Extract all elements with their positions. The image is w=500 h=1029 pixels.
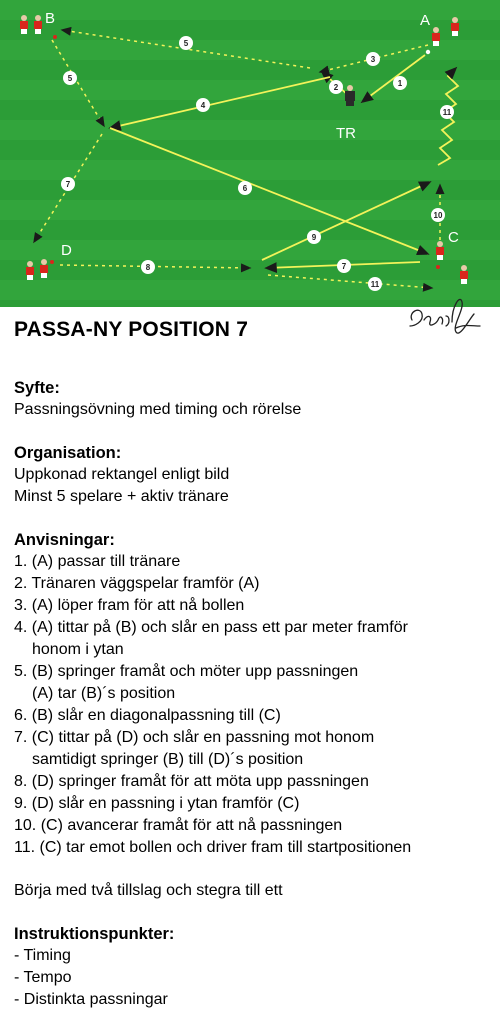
svg-text:5: 5 <box>183 39 189 48</box>
drill-diagram <box>0 0 500 307</box>
badge-11a <box>440 105 454 119</box>
page-title: PASSA-NY POSITION 7 <box>14 318 249 341</box>
svg-text:1: 1 <box>397 79 403 88</box>
anvisning-item: 1. (A) passar till tränare <box>14 553 181 570</box>
ball-c <box>436 265 440 269</box>
anvisning-item: 11. (C) tar emot bollen och driver fram till startpositionen <box>14 839 412 856</box>
instruktion-item: - Timing <box>14 947 71 964</box>
badge-6 <box>238 181 252 195</box>
description <box>14 318 494 1011</box>
player-d2 <box>40 259 48 278</box>
anvisning-item: 8. (D) springer framåt för att möta upp passningen <box>14 773 369 790</box>
organisation-heading: Organisation: <box>14 444 122 462</box>
badge-10 <box>431 208 445 222</box>
instruktion-item: - Tempo <box>14 969 72 986</box>
anvisning-item: 2. Tränaren väggspelar framför (A) <box>14 575 260 592</box>
badge-9 <box>307 230 321 244</box>
svg-text:9: 9 <box>311 233 317 242</box>
label-d: D <box>61 242 72 259</box>
svg-text:7: 7 <box>341 262 347 271</box>
badge-4 <box>196 98 210 112</box>
anvisning-item: 7. (C) tittar på (D) och slår en passning mot honom <box>14 729 375 746</box>
ball-d <box>50 260 54 264</box>
ball-a <box>426 50 430 54</box>
badge-5b <box>63 71 77 85</box>
svg-text:5: 5 <box>67 74 73 83</box>
pitch <box>0 0 500 307</box>
instruktion-heading: Instruktionspunkter: <box>14 925 175 943</box>
syfte-text: Passningsövning med timing och rörelse <box>14 401 302 418</box>
player-c1 <box>436 241 444 260</box>
svg-text:2: 2 <box>333 83 339 92</box>
player-b2 <box>34 15 42 34</box>
player-c2 <box>460 265 468 284</box>
badge-7b <box>337 259 351 273</box>
player-a1 <box>432 27 440 46</box>
svg-text:11: 11 <box>370 280 380 289</box>
anvisning-item: 4. (A) tittar på (B) och slår en pass ett par meter framför <box>14 619 408 636</box>
note-text: Börja med två tillslag och stegra till ett <box>14 882 283 899</box>
label-c: C <box>448 229 459 246</box>
svg-text:6: 6 <box>242 184 248 193</box>
anvisning-item-continued: honom i ytan <box>32 641 124 658</box>
organisation-line: Uppkonad rektangel enligt bild <box>14 466 230 483</box>
label-tr: TR <box>336 125 356 142</box>
anvisning-item: 5. (B) springer framåt och möter upp passningen <box>14 663 359 680</box>
anvisning-item: 9. (D) slår en passning i ytan framför (C) <box>14 795 300 812</box>
player-b1 <box>20 15 28 34</box>
ball-b <box>53 35 57 39</box>
organisation-line: Minst 5 spelare + aktiv tränare <box>14 488 229 505</box>
badge-1 <box>393 76 407 90</box>
badge-5a <box>179 36 193 50</box>
syfte-heading: Syfte: <box>14 379 60 397</box>
anvisning-item: 3. (A) löper fram för att nå bollen <box>14 597 245 614</box>
svg-text:10: 10 <box>433 211 443 220</box>
player-a2 <box>451 17 459 36</box>
anvisning-item: 10. (C) avancerar framåt för att nå passningen <box>14 817 343 834</box>
anvisning-item-continued: samtidigt springer (B) till (D)´s position <box>32 751 304 768</box>
anvisning-item: 6. (B) slår en diagonalpassning till (C) <box>14 707 281 724</box>
badge-11b <box>368 277 382 291</box>
svg-text:4: 4 <box>200 101 206 110</box>
svg-text:7: 7 <box>65 180 71 189</box>
svg-text:11: 11 <box>442 108 452 117</box>
player-d1 <box>26 261 34 280</box>
label-a: A <box>420 12 431 29</box>
badge-8 <box>141 260 155 274</box>
instruktion-item: - Distinkta passningar <box>14 991 168 1008</box>
badge-3 <box>366 52 380 66</box>
anvisning-item-continued: (A) tar (B)´s position <box>32 685 176 702</box>
badge-7a <box>61 177 75 191</box>
svg-text:8: 8 <box>145 263 151 272</box>
badge-2 <box>329 80 343 94</box>
label-b: B <box>45 10 56 27</box>
anvisningar-heading: Anvisningar: <box>14 531 115 549</box>
svg-text:3: 3 <box>370 55 376 64</box>
